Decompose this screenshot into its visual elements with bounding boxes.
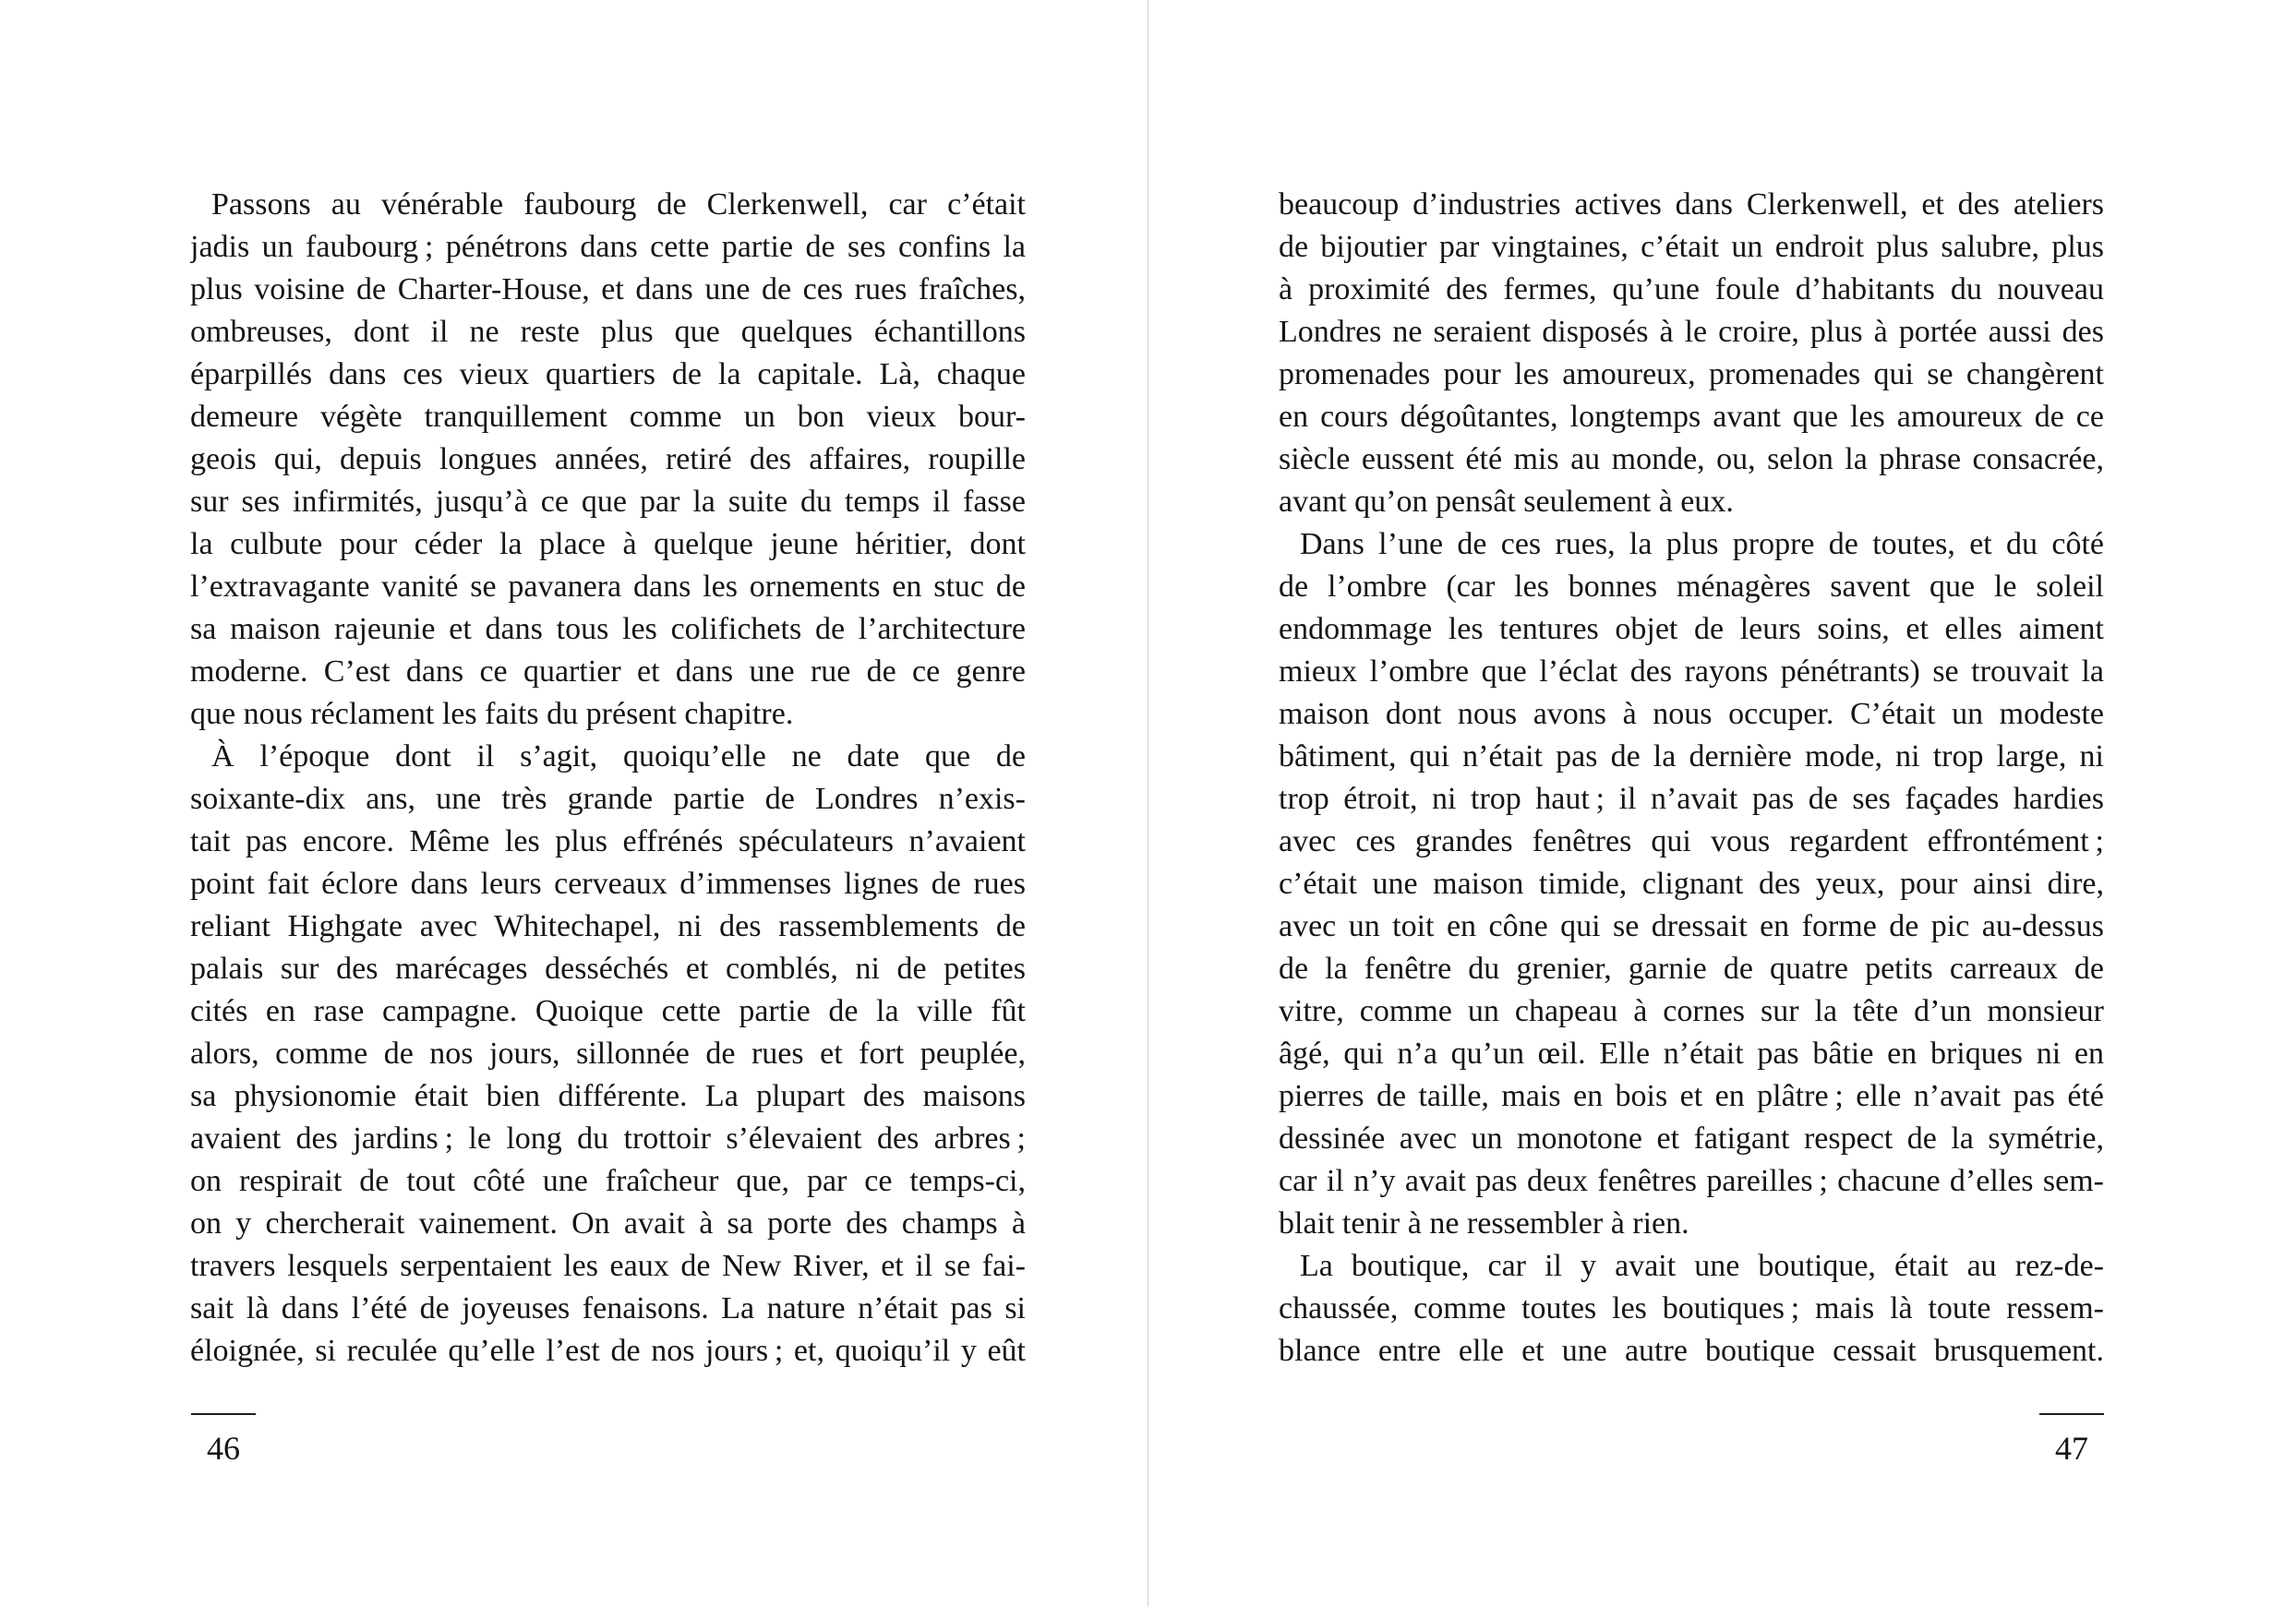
text-line: éparpillés dans ces vieux quartiers de la capitale. Là, chaque [190,357,1026,391]
text-line: palais sur des marécages desséchés et comblés, ni de petites [190,952,1026,986]
footer-rule [191,1413,256,1415]
text-line: de la fenêtre du grenier, garnie de quatre petits carreaux de [1279,952,2104,986]
text-line: avaient des jardins ; le long du trottoir s’élevaient des arbres ; [190,1121,1026,1156]
page-number: 46 [207,1430,240,1467]
text-line: à proximité des fermes, qu’une foule d’habitants du nouveau [1279,272,2104,306]
text-line: pierres de taille, mais en bois et en plâtre ; elle n’avait pas été [1279,1079,2104,1113]
text-line: Dans l’une de ces rues, la plus propre de toutes, et du côté [1300,527,2104,561]
text-line: blance entre elle et une autre boutique cessait brusquement. [1279,1334,2104,1368]
text-line: sa physionomie était bien différente. La plupart des maisons [190,1079,1026,1113]
text-line: tait pas encore. Même les plus effrénés spéculateurs n’avaient [190,824,1026,858]
page-number: 47 [2055,1430,2088,1467]
text-line: que nous réclament les faits du présent chapitre. [190,697,794,731]
text-line: on y chercherait vainement. On avait à sa porte des champs à [190,1206,1026,1241]
text-line: avant qu’on pensât seulement à eux. [1279,485,1734,519]
text-line: car il n’y avait pas deux fenêtres pareilles ; chacune d’elles sem- [1279,1164,2104,1198]
text-line: ombreuses, dont il ne reste plus que quelques échantillons [190,315,1026,349]
text-line: l’extravagante vanité se pavanera dans les ornements en stuc de [190,570,1026,604]
text-line: bâtiment, qui n’était pas de la dernière mode, ni trop large, ni [1279,739,2104,774]
text-line: beaucoup d’industries actives dans Clerkenwell, et des ateliers [1279,187,2104,222]
text-line: mieux l’ombre que l’éclat des rayons pénétrants) se trouvait la [1279,654,2104,689]
text-line: blait tenir à ne ressembler à rien. [1279,1206,1689,1241]
text-line: siècle eussent été mis au monde, ou, selon la phrase consacrée, [1279,442,2104,476]
text-line: cités en rase campagne. Quoique cette partie de la ville fût [190,994,1026,1028]
text-line: sa maison rajeunie et dans tous les colifichets de l’architecture [190,612,1026,646]
text-line: À l’époque dont il s’agit, quoiqu’elle ne date que de [211,739,1026,774]
text-line: alors, comme de nos jours, sillonnée de rues et fort peuplée, [190,1037,1026,1071]
text-line: travers lesquels serpentaient les eaux de New River, et il se fai- [190,1249,1026,1283]
text-line: avec ces grandes fenêtres qui vous regardent effrontément ; [1279,824,2104,858]
text-line: endommage les tentures objet de leurs soins, et elles aiment [1279,612,2104,646]
text-line: maison dont nous avons à nous occuper. C’était un modeste [1279,697,2104,731]
text-line: soixante-dix ans, une très grande partie de Londres n’exis- [190,782,1026,816]
text-line: moderne. C’est dans ce quartier et dans une rue de ce genre [190,654,1026,689]
text-line: Londres ne seraient disposés à le croire, plus à portée aussi des [1279,315,2104,349]
text-line: promenades pour les amoureux, promenades qui se changèrent [1279,357,2104,391]
text-line: point fait éclore dans leurs cerveaux d’immenses lignes de rues [190,867,1026,901]
text-line: âgé, qui n’a qu’un œil. Elle n’était pas bâtie en briques ni en [1279,1037,2104,1071]
text-line: éloignée, si reculée qu’elle l’est de nos jours ; et, quoiqu’il y eût [190,1334,1026,1368]
text-line: reliant Highgate avec Whitechapel, ni des rassemblements de [190,909,1026,943]
text-line: de bijoutier par vingtaines, c’était un endroit plus salubre, plus [1279,230,2104,264]
text-line: de l’ombre (car les bonnes ménagères savent que le soleil [1279,570,2104,604]
text-line: La boutique, car il y avait une boutique, était au rez-de- [1300,1249,2104,1283]
text-line: chaussée, comme toutes les boutiques ; mais là toute ressem- [1279,1291,2104,1325]
text-line: trop étroit, ni trop haut ; il n’avait pas de ses façades hardies [1279,782,2104,816]
text-line: avec un toit en cône qui se dressait en forme de pic au-dessus [1279,909,2104,943]
text-line: plus voisine de Charter-House, et dans une de ces rues fraîches, [190,272,1026,306]
page-right-text [1279,184,2104,1373]
text-line: demeure végète tranquillement comme un bon vieux bour- [190,400,1026,434]
text-line: sur ses infirmités, jusqu’à ce que par la suite du temps il fasse [190,485,1026,519]
text-line: jadis un faubourg ; pénétrons dans cette partie de ses confins la [190,230,1026,264]
text-line: dessinée avec un monotone et fatigant respect de la symétrie, [1279,1121,2104,1156]
text-line: Passons au vénérable faubourg de Clerkenwell, car c’était [211,187,1026,222]
footer-rule [2039,1413,2104,1415]
text-line: la culbute pour céder la place à quelque jeune héritier, dont [190,527,1026,561]
text-line: on respirait de tout côté une fraîcheur que, par ce temps-ci, [190,1164,1026,1198]
page-left-text [190,184,1026,1373]
text-line: geois qui, depuis longues années, retiré des affaires, roupille [190,442,1026,476]
text-line: vitre, comme un chapeau à cornes sur la tête d’un monsieur [1279,994,2104,1028]
text-line: en cours dégoûtantes, longtemps avant que les amoureux de ce [1279,400,2104,434]
text-line: c’était une maison timide, clignant des yeux, pour ainsi dire, [1279,867,2104,901]
text-line: sait là dans l’été de joyeuses fenaisons. La nature n’était pas si [190,1291,1026,1325]
